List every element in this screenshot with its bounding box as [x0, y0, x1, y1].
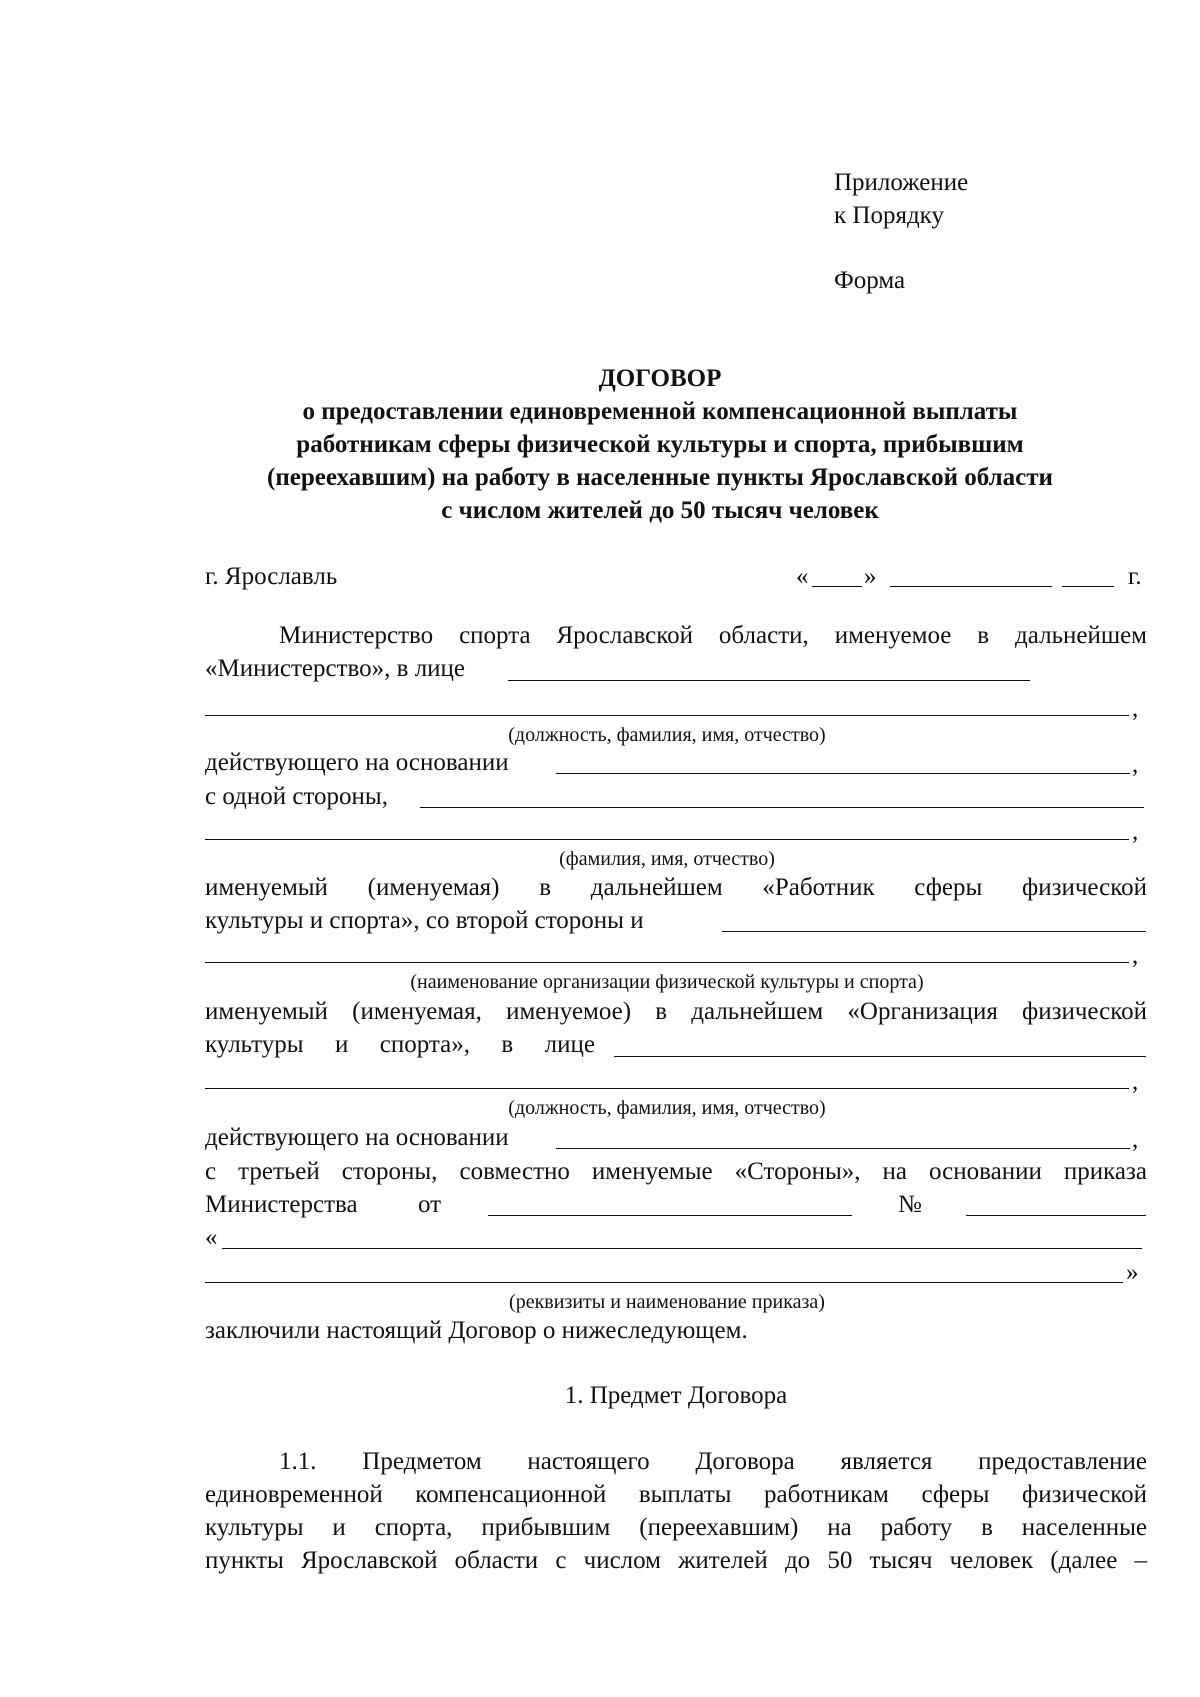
- body-line: с одной стороны,: [205, 783, 388, 810]
- date-year-field[interactable]: [1062, 586, 1114, 587]
- doc-subtitle-line: (переехавшим) на работу в населенные пункты Ярославской области: [267, 464, 1053, 491]
- order-number-field[interactable]: [966, 1215, 1146, 1216]
- caption-position-fio: (должность, фамилия, имя, отчество): [508, 724, 826, 746]
- org-position-fio-field[interactable]: [205, 1088, 1129, 1089]
- body-line: именуемый (именуемая) в дальнейшем «Работник сферы физической: [205, 874, 1147, 901]
- ministry-word: Министерства: [205, 1191, 358, 1218]
- order-details-field-2[interactable]: [205, 1282, 1123, 1283]
- one-side-field[interactable]: [420, 807, 1144, 808]
- body-line: заключили настоящий Договор о нижеследующем.: [205, 1317, 748, 1344]
- position-name-field[interactable]: [205, 715, 1129, 716]
- doc-subtitle-line: работникам сферы физической культуры и спорта, прибывшим: [296, 431, 1024, 458]
- header-form: Форма: [834, 267, 906, 294]
- date-open-quote: «: [796, 563, 809, 590]
- section-text-line: пункты Ярославской области с числом жителей до 50 тысяч человек (далее –: [205, 1547, 1147, 1574]
- number-sign: №: [898, 1191, 922, 1218]
- comma: ,: [1132, 1126, 1139, 1153]
- caption-order-details: (реквизиты и наименование приказа): [509, 1291, 825, 1313]
- body-line: культуры и спорта», со второй стороны и: [205, 907, 644, 934]
- order-open-quote: «: [205, 1224, 218, 1251]
- year-suffix: г.: [1128, 563, 1142, 590]
- body-line: действующего на основании: [205, 749, 509, 776]
- header-to-order: к Порядку: [834, 202, 944, 229]
- body-line: Министерство спорта Ярославской области, именуемое в дальнейшем: [279, 622, 1147, 649]
- body-line: культуры и спорта», в лице: [205, 1031, 595, 1058]
- org-name-field[interactable]: [205, 962, 1129, 963]
- section-heading: 1. Предмет Договора: [564, 1382, 788, 1409]
- worker-fio-field[interactable]: [205, 839, 1129, 840]
- org-intro-field[interactable]: [722, 931, 1146, 932]
- header-attachment: Приложение: [834, 169, 969, 196]
- body-line: именуемый (именуемая, именуемое) в дальнейшем «Организация физической: [205, 998, 1147, 1025]
- section-text-line: 1.1. Предметом настоящего Договора является предоставление: [279, 1448, 1147, 1475]
- section-text-line: культуры и спорта, прибывшим (переехавшим) на работу в населенные: [205, 1514, 1147, 1541]
- city: г. Ярославль: [205, 563, 338, 590]
- section-text-line: единовременной компенсационной выплаты работникам сферы физической: [205, 1481, 1147, 1508]
- doc-subtitle-line: с числом жителей до 50 тысяч человек: [441, 497, 879, 524]
- body-line: «Министерство», в лице: [205, 655, 466, 682]
- doc-title: ДОГОВОР: [598, 365, 722, 392]
- order-details-field-1[interactable]: [222, 1248, 1142, 1249]
- comma: ,: [1132, 751, 1139, 778]
- body-line: действующего на основании: [205, 1124, 509, 1151]
- caption-position-fio: (должность, фамилия, имя, отчество): [508, 1097, 826, 1119]
- order-close-quote: »: [1126, 1259, 1139, 1286]
- order-date-field[interactable]: [488, 1215, 852, 1216]
- from-word: от: [418, 1191, 442, 1218]
- body-line: с третьей стороны, совместно именуемые «Стороны», на основании приказа: [205, 1158, 1147, 1185]
- org-basis-field[interactable]: [556, 1148, 1130, 1149]
- caption-fio: (фамилия, имя, отчество): [559, 848, 775, 870]
- date-close-quote: »: [864, 563, 877, 590]
- basis-field[interactable]: [556, 773, 1130, 774]
- comma: ,: [1132, 1068, 1139, 1095]
- comma: ,: [1132, 818, 1139, 845]
- caption-org-name: (наименование организации физической культуры и спорта): [410, 971, 924, 993]
- comma: ,: [1132, 695, 1139, 722]
- ministry-representative-field[interactable]: [508, 680, 1030, 681]
- org-representative-field[interactable]: [614, 1056, 1146, 1057]
- comma: ,: [1132, 942, 1139, 969]
- date-day-field[interactable]: [812, 586, 862, 587]
- date-month-field[interactable]: [890, 586, 1052, 587]
- doc-subtitle-line: о предоставлении единовременной компенсационной выплаты: [302, 398, 1018, 425]
